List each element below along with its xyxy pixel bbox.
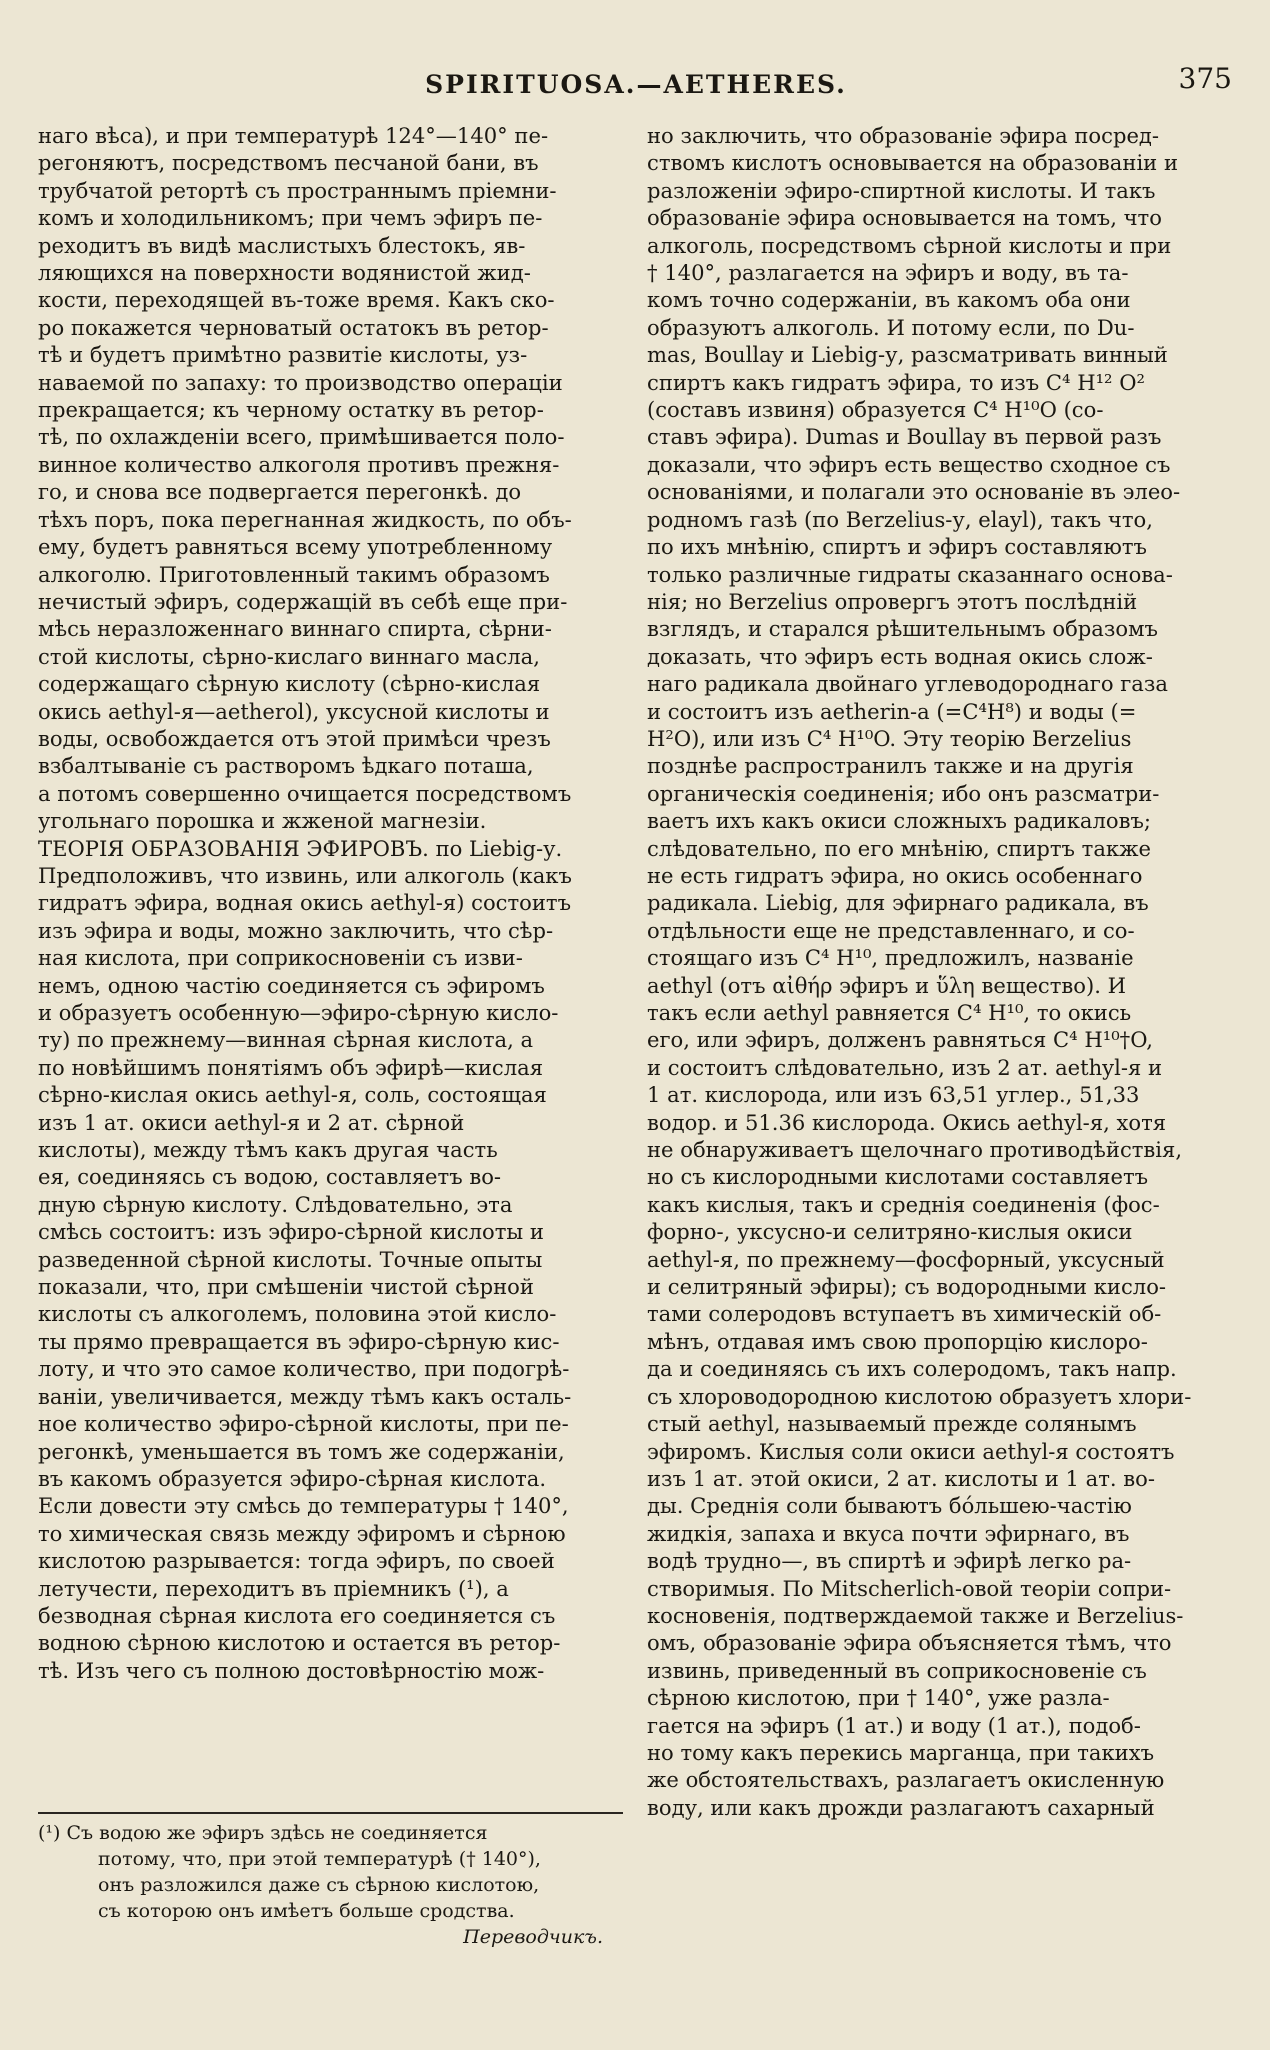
left-column-line: алкоголю. Приготовленный такимъ образомъ xyxy=(38,561,550,587)
left-column-line: лоту, и что это самое количество, при подогрѣ- xyxy=(38,1356,570,1382)
right-column-line: родномъ газѣ (по Berzelius-у, elayl), такъ что, xyxy=(647,506,1153,532)
right-column-line: комъ точно содержаніи, въ какомъ оба они xyxy=(647,287,1131,313)
right-column-line: доказать, что эфиръ есть водная окись слож- xyxy=(647,643,1153,669)
left-column-line: по новѣйшимъ понятіямъ объ эфирѣ—кислая xyxy=(38,1054,544,1080)
right-column-line: позднѣе распространилъ также и на другія xyxy=(647,753,1134,779)
left-column-line: ро покажется черноватый остатокъ въ ретор- xyxy=(38,314,549,340)
right-column-line: съ хлороводородною кислотою образуетъ хлори- xyxy=(647,1383,1192,1409)
left-column-line: ное количество эфиро-сѣрной кислоты, при пе- xyxy=(38,1411,569,1437)
right-column-line: (составъ извиня) образуется C⁴ H¹⁰O (со- xyxy=(647,397,1104,423)
left-column-line: прекращается; къ черному остатку въ ретор- xyxy=(38,397,544,423)
page-number: 375 xyxy=(1178,62,1232,95)
right-column-line: форно-, уксусно-и селитряно-кислыя окиси xyxy=(647,1219,1133,1245)
left-column-line: воды, освобождается отъ этой примѣси чрезъ xyxy=(38,725,551,751)
right-column-line: но тому какъ перекись марганца, при такихъ xyxy=(647,1739,1155,1765)
right-column-line: жидкія, запаха и вкуса почти эфирнаго, въ xyxy=(647,1520,1130,1546)
left-column-line: окись aethyl-я—aetherol), уксусной кислоты и xyxy=(38,698,550,724)
left-column-line: винное количество алкоголя противъ прежня- xyxy=(38,451,560,477)
right-column-line: образованіе эфира основывается на томъ, что xyxy=(647,205,1162,231)
right-column-line: радикала. Liebig, для эфирнаго радикала, въ xyxy=(647,890,1149,916)
right-column-line: не обнаруживаетъ щелочнаго противодѣйствія, xyxy=(647,1137,1183,1163)
right-column-line: и селитряный эфиры); съ водородными кисло- xyxy=(647,1274,1167,1300)
right-column-line: органическія соединенія; ибо онъ разсматри- xyxy=(647,780,1160,806)
right-column-line: алкоголь, посредствомъ сѣрной кислоты и при xyxy=(647,232,1172,258)
translator-signature: Переводчикъ. xyxy=(463,1926,603,1948)
right-column-line: водор. и 51.36 кислорода. Окись aethyl-я, хотя xyxy=(647,1109,1167,1135)
right-column-line: створимыя. По Mitscherlich-овой теоріи сопри- xyxy=(647,1575,1172,1601)
page-header-title: SPIRITUOSA.—AETHERES. xyxy=(425,70,847,99)
right-column-line: 1 ат. кислорода, или изъ 63,51 углер., 51,33 xyxy=(647,1082,1140,1108)
right-column-line: доказали, что эфиръ есть вещество сходное съ xyxy=(647,451,1171,477)
right-column-line: mas, Boullay и Liebig-у, разсматривать винный xyxy=(647,342,1168,368)
right-column-line: ваетъ ихъ какъ окиси сложныхъ радикаловъ; xyxy=(647,808,1151,834)
left-column-line: реходитъ въ видѣ маслистыхъ блестокъ, яв- xyxy=(38,232,526,258)
right-column-line: разложеніи эфиро-спиртной кислоты. И такъ xyxy=(647,177,1156,203)
left-column-line: ты прямо превращается въ эфиро-сѣрную кис- xyxy=(38,1328,560,1354)
right-column-line: да и соединяясь съ ихъ солеродомъ, такъ напр. xyxy=(647,1356,1177,1382)
right-column-line: же обстоятельствахъ, разлагаетъ окисленную xyxy=(647,1767,1165,1793)
left-column-line: ему, будетъ равняться всему употребленному xyxy=(38,534,553,560)
left-column-line: показали, что, при смѣшеніи чистой сѣрной xyxy=(38,1274,534,1300)
left-column-line: въ какомъ образуется эфиро-сѣрная кислота. xyxy=(38,1465,547,1491)
left-column-line: кислотою разрывается: тогда эфиръ, по своей xyxy=(38,1548,555,1574)
running-head xyxy=(40,62,1232,114)
right-column-line: водѣ трудно—, въ спиртѣ и эфирѣ легко ра- xyxy=(647,1548,1132,1574)
left-column-line: взбалтываніе съ растворомъ ѣдкаго поташа, xyxy=(38,753,534,779)
right-column-line: † 140°, разлагается на эфиръ и воду, въ та- xyxy=(647,260,1129,286)
left-column-line: трубчатой ретортѣ съ пространнымъ пріемни- xyxy=(38,177,557,203)
left-column-line: водною сѣрною кислотою и остается въ ретор- xyxy=(38,1630,561,1656)
left-column-line: комъ и холодильникомъ; при чемъ эфиръ пе- xyxy=(38,205,543,231)
left-column-line: дную сѣрную кислоту. Слѣдовательно, эта xyxy=(38,1191,513,1217)
left-column-line: кислоты), между тѣмъ какъ другая часть xyxy=(38,1137,498,1163)
left-column-line: ту) по прежнему—винная сѣрная кислота, а xyxy=(38,1027,534,1053)
right-column-line: стоящаго изъ C⁴ H¹⁰, предложилъ, названіе xyxy=(647,945,1134,971)
right-column-line: воду, или какъ дрожди разлагаютъ сахарный xyxy=(647,1794,1155,1820)
right-column-line: aethyl-я, по прежнему—фосфорный, уксусный xyxy=(647,1246,1165,1272)
left-column-line: кости, переходящей въ-тоже время. Какъ ско- xyxy=(38,287,555,313)
right-column-line: основаніями, и полагали это основаніе въ элео- xyxy=(647,479,1181,505)
left-column-line: ляющихся на поверхности водянистой жид- xyxy=(38,260,531,286)
right-column-line: только различные гидраты сказаннаго основа- xyxy=(647,561,1173,587)
left-text-column xyxy=(38,122,623,1684)
right-column-line: и состоитъ изъ aetherin-а (=C⁴H⁸) и воды (= xyxy=(647,698,1137,724)
left-column-line: изъ 1 ат. окиси aethyl-я и 2 ат. сѣрной xyxy=(38,1109,465,1135)
right-column-line: H²O), или изъ C⁴ H¹⁰O. Эту теорію Berzelius xyxy=(647,725,1132,751)
right-column-line: ставъ эфира). Dumas и Boullay въ первой разъ xyxy=(647,424,1162,450)
left-column-line: ная кислота, при соприкосновеніи съ изви- xyxy=(38,945,523,971)
left-column-line: го, и снова все подвергается перегонкѣ. до xyxy=(38,479,522,505)
left-column-line: ТЕОРІЯ ОБРАЗОВАНІЯ ЭФИРОВЪ. по Liebig-у. xyxy=(38,835,563,861)
left-column-line: стой кислоты, сѣрно-кислаго виннаго масла, xyxy=(38,643,540,669)
right-column-line: изъ 1 ат. этой окиси, 2 ат. кислоты и 1 ат. во- xyxy=(647,1465,1155,1491)
right-column-line: и состоитъ слѣдовательно, изъ 2 ат. aethyl-я и xyxy=(647,1054,1163,1080)
right-column-line: нія; но Berzelius опровергъ этотъ послѣдній xyxy=(647,588,1138,614)
right-column-line: отдѣльности еще не представленнаго, и со- xyxy=(647,917,1135,943)
left-column-line: безводная сѣрная кислота его соединяется съ xyxy=(38,1602,556,1628)
left-column-line: мѣсь неразложеннаго виннаго спирта, сѣрни- xyxy=(38,616,552,642)
right-column-line: эфиромъ. Кислыя соли окиси aethyl-я состоятъ xyxy=(647,1438,1175,1464)
right-column-line: спиртъ какъ гидратъ эфира, то изъ C⁴ H¹² O² xyxy=(647,369,1145,395)
left-column-line: летучести, переходитъ въ пріемникъ (¹), а xyxy=(38,1575,509,1601)
left-column-line: регоняютъ, посредствомъ песчаной бани, въ xyxy=(38,150,539,176)
right-column-line: извинь, приведенный въ соприкосновеніе съ xyxy=(647,1657,1147,1683)
right-column-line: не есть гидратъ эфира, но окись особеннаго xyxy=(647,862,1143,888)
right-column-line: взглядъ, и старался рѣшительнымъ образомъ xyxy=(647,616,1158,642)
left-column-line: ея, соединяясь съ водою, составляетъ во- xyxy=(38,1164,502,1190)
left-column-line: а потомъ совершенно очищается посредствомъ xyxy=(38,780,572,806)
footnote-divider xyxy=(38,1812,623,1814)
right-column-line: тами солеродовъ вступаетъ въ химическій об- xyxy=(647,1301,1162,1327)
left-column-line: смѣсь состоитъ: изъ эфиро-сѣрной кислоты и xyxy=(38,1219,544,1245)
footnote-line: (¹) Съ водою же эфиръ здѣсь не соединяется xyxy=(38,1822,488,1844)
right-column-line: сѣрною кислотою, при † 140°, уже разла- xyxy=(647,1685,1110,1711)
right-column-line: такъ если aethyl равняется C⁴ H¹⁰, то окись xyxy=(647,1000,1132,1025)
left-column-line: Если довести эту смѣсь до температуры † 140°, xyxy=(38,1493,569,1519)
right-column-line: его, или эфиръ, долженъ равняться C⁴ H¹⁰†O, xyxy=(647,1027,1153,1053)
left-column-line: и образуетъ особенную—эфиро-сѣрную кисло- xyxy=(38,1000,559,1025)
left-column-line: гидратъ эфира, водная окись aethyl-я) состоитъ xyxy=(38,890,571,916)
left-column-line: тѣ и будетъ примѣтно развитіе кислоты, уз- xyxy=(38,342,528,368)
right-column-line: по ихъ мнѣнію, спиртъ и эфиръ составляютъ xyxy=(647,534,1147,560)
right-column-line: но съ кислородными кислотами составляетъ xyxy=(647,1164,1149,1190)
footnote-line: онъ разложился даже съ сѣрною кислотою, xyxy=(98,1874,540,1896)
right-column-line: косновенія, подтверждаемой также и Berzelius- xyxy=(647,1602,1184,1628)
left-column-line: наваемой по запаху: то производство операціи xyxy=(38,369,563,395)
left-column-line: угольнаго порошка и жженой магнезіи. xyxy=(38,808,487,834)
left-column-line: содержащаго сѣрную кислоту (сѣрно-кислая xyxy=(38,671,541,697)
left-column-line: Предположивъ, что извинь, или алкоголь (какъ xyxy=(38,862,572,888)
footnote-line: потому, что, при этой температурѣ († 140°), xyxy=(98,1848,541,1870)
right-column-line: образуютъ алкоголь. И потому если, по Du- xyxy=(647,314,1135,340)
right-column-line: какъ кислыя, такъ и среднія соединенія (фос- xyxy=(647,1191,1160,1217)
right-column-line: но заключить, что образованіе эфира посред- xyxy=(647,123,1160,148)
right-column-line: мѣнъ, отдавая имъ свою пропорцію кислоро- xyxy=(647,1328,1148,1354)
left-column-line: кислоты съ алкоголемъ, половина этой кисло- xyxy=(38,1301,557,1327)
footnote-line: съ которою онъ имѣетъ больше сродства. xyxy=(98,1900,515,1922)
right-column-line: aethyl (отъ αἰθήρ эфиръ и ὕλη вещество). И xyxy=(647,972,1127,998)
left-column-line: разведенной сѣрной кислоты. Точные опыты xyxy=(38,1246,543,1272)
left-column-line: ваніи, увеличивается, между тѣмъ какъ осталь- xyxy=(38,1383,572,1409)
left-column-line: наго вѣса), и при температурѣ 124°—140° пе- xyxy=(38,123,549,148)
left-column-line: то химическая связь между эфиромъ и сѣрною xyxy=(38,1520,566,1546)
right-text-column xyxy=(647,122,1232,1821)
left-column-line: тѣхъ поръ, пока перегнанная жидкость, по объ- xyxy=(38,506,572,532)
right-column-line: слѣдовательно, по его мнѣнію, спиртъ также xyxy=(647,835,1151,861)
right-column-line: ствомъ кислотъ основывается на образованіи и xyxy=(647,150,1179,176)
right-column-line: ды. Среднія соли бываютъ бо́льшею-частію xyxy=(647,1493,1132,1519)
left-column-line: изъ эфира и воды, можно заключить, что сѣр- xyxy=(38,917,554,943)
right-column-line: наго радикала двойнаго углеводороднаго газа xyxy=(647,671,1168,697)
left-column-line: регонкѣ, уменьшается въ томъ же содержаніи, xyxy=(38,1438,565,1464)
left-column-line: немъ, одною частію соединяется съ эфиромъ xyxy=(38,972,545,998)
right-column-line: гается на эфиръ (1 ат.) и воду (1 ат.), подоб- xyxy=(647,1712,1141,1738)
footnote xyxy=(38,1820,623,1950)
right-column-line: стый aethyl, называемый прежде солянымъ xyxy=(647,1411,1137,1437)
left-column-line: нечистый эфиръ, содержащій въ себѣ еще при- xyxy=(38,588,568,614)
left-column-line: сѣрно-кислая окись aethyl-я, соль, состоящая xyxy=(38,1082,547,1108)
left-column-line: тѣ. Изъ чего съ полною достовѣрностію мож- xyxy=(38,1657,545,1683)
left-column-line: тѣ, по охлажденіи всего, примѣшивается поло- xyxy=(38,424,565,450)
right-column-line: омъ, образованіе эфира объясняется тѣмъ, что xyxy=(647,1630,1172,1656)
